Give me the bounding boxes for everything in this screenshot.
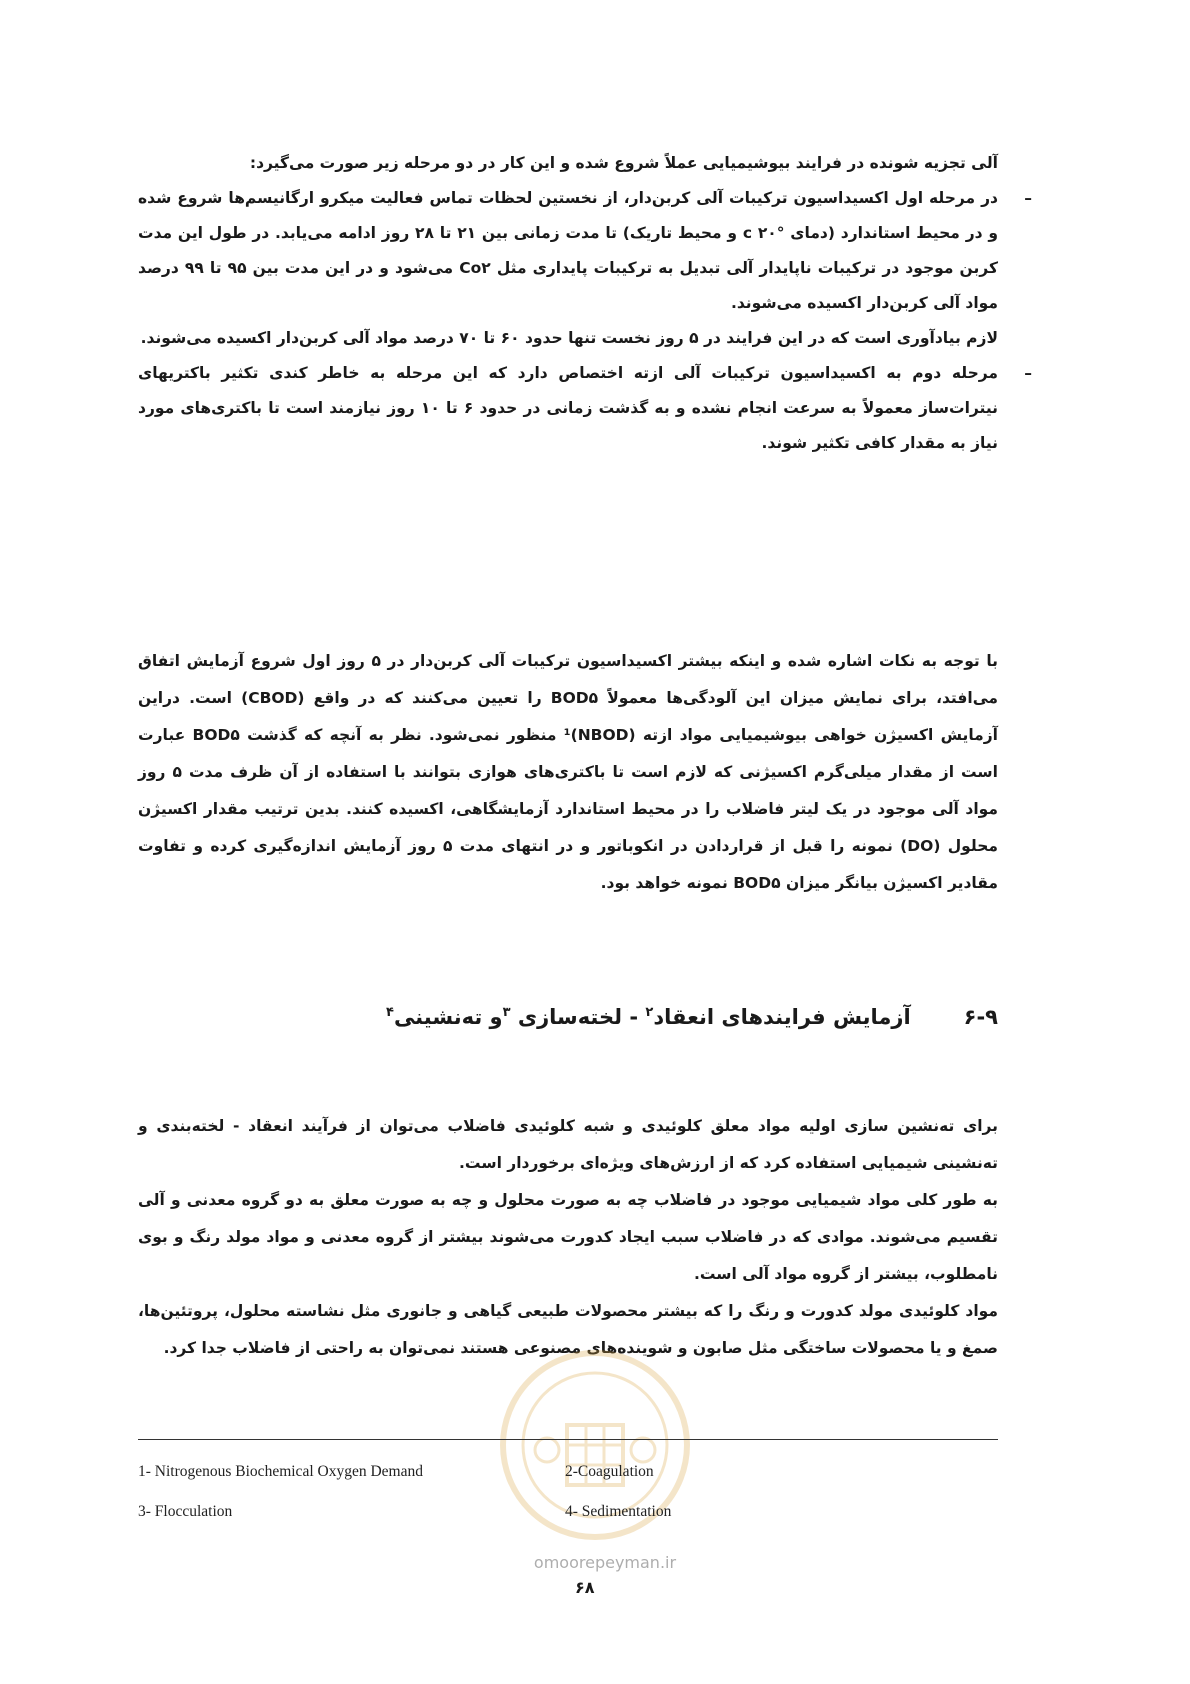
coag-paragraph-1: برای ته‌نشین سازی اولیه مواد معلق کلوئیدی و شبه کلوئیدی فاضلاب می‌توان از فرآیند انعقاد - لخته‌بندی و ته‌نشینی شیمیایی استفاده کرد که از ارزش‌های ویژه‌ای برخوردار است. bbox=[138, 1117, 998, 1172]
footnote-2: 2-Coagulation bbox=[565, 1463, 654, 1480]
footnote-3: 3- Flocculation bbox=[138, 1503, 233, 1520]
footnote-divider bbox=[138, 1439, 998, 1440]
section-title-part3: و ته‌نشینی bbox=[393, 1005, 503, 1029]
section-title-part2: - لخته‌سازی bbox=[510, 1005, 646, 1029]
note-paragraph: لازم بیادآوری است که در این فرایند در ۵ روز نخست تنها حدود ۶۰ تا ۷۰ درصد مواد آلی کربن‌دار اکسیده می‌شوند. bbox=[140, 329, 998, 347]
intro-paragraph: آلی تجزیه شونده در فرایند بیوشیمیایی عملاً شروع شده و این کار در دو مرحله زیر صورت می‌گیرد: bbox=[249, 154, 998, 172]
bullet-dash: – bbox=[1024, 189, 1032, 207]
watermark-site-text: omoorepeyman.ir bbox=[533, 1553, 677, 1572]
bullet-item-stage-one bbox=[138, 181, 1032, 321]
section-heading bbox=[138, 1005, 998, 1029]
footnote-ref-4: ۴ bbox=[386, 1005, 394, 1020]
footnote-ref-3: ۳ bbox=[502, 1005, 511, 1020]
coag-paragraph-3: مواد کلوئیدی مولد کدورت و رنگ را که بیشتر محصولات طبیعی گیاهی و جانوری مثل نشاسته محلول، پروتئین‌ها، صمغ و یا محصولات ساختگی مثل صابون و شوینده‌های مصنوعی هستند نمی‌توان به راحتی از فاضلاب جدا کرد. bbox=[138, 1302, 998, 1357]
bullet-item-stage-two bbox=[138, 356, 1032, 461]
bullet-text: در مرحله اول اکسیداسیون ترکیبات آلی کربن‌دار، از نخستین لحظات تماس فعالیت میکرو ارگانیسم‌ها شروع شده و در محیط استاندارد (دمای °c ۲۰ و محیط تاریک) تا مدت زمانی بین ۲۱ تا ۲۸ روز ادامه می‌یابد. در طول این مدت کربن موجود در ترکیبات ناپایدار آلی تبدیل به ترکیبات پایداری مثل Co۲ می‌شود و در این مدت بین ۹۵ تا ۹۹ درصد مواد آلی کربن‌دار اکسیده می‌شوند. bbox=[138, 189, 998, 312]
section-title-part1: آزمایش فرایندهای انعقاد bbox=[653, 1005, 911, 1029]
bod-paragraph: با توجه به نکات اشاره شده و اینکه بیشتر اکسیداسیون ترکیبات آلی کربن‌دار در ۵ روز اول شروع آزمایش اتفاق می‌افتد، برای نمایش میزان این آلودگی‌ها معمولاً BOD۵ را تعیین می‌کنند که در واقع (CBOD) است. دراین آزمایش اکسیژن خواهی بیوشیمیایی مواد ازته (NBOD)¹ منظور نمی‌شود. نظر به آنچه که گذشت BOD۵ عبارت است از مقدار میلی‌گرم اکسیژنی که لازم است تا باکتری‌های هوازی بتوانند با استفاده از آن ظرف مدت ۵ روز مواد آلی موجود در یک لیتر فاضلاب را در محیط استاندارد آزمایشگاهی، اکسیده کنند. بدین ترتیب مقدار اکسیژن محلول (DO) نمونه را قبل از قراردادن در انکوباتور و در انتهای مدت ۵ روز آزمایش اندازه‌گیری کرده و تفاوت مقادیر اکسیژن بیانگر میزان BOD۵ نمونه خواهد بود. bbox=[138, 652, 998, 892]
coag-paragraph-2: به طور کلی مواد شیمیایی موجود در فاضلاب چه به صورت محلول و چه به صورت معلق به دو گروه معدنی و آلی تقسیم می‌شوند. موادی که در فاضلاب سبب ایجاد کدورت می‌شوند بیشتر از گروه معدنی و مواد مولد رنگ و بوی نامطلوب، بیشتر از گروه مواد آلی است. bbox=[138, 1191, 998, 1283]
footnote-4: 4- Sedimentation bbox=[565, 1503, 672, 1520]
bullet-text: مرحله دوم به اکسیداسیون ترکیبات آلی ازته اختصاص دارد که این مرحله به خاطر کندی تکثیر باکتریهای نیترات‌ساز معمولاً به سرعت انجام نشده و به گذشت زمانی در حدود ۶ تا ۱۰ روز نیازمند است تا باکتری‌های مورد نیاز به مقدار کافی تکثیر شوند. bbox=[138, 364, 998, 452]
page-number: ۶۸ bbox=[575, 1578, 595, 1597]
section-number: ۶-۹ bbox=[963, 1005, 998, 1029]
bod-section bbox=[138, 643, 998, 902]
footnote-1: 1- Nitrogenous Biochemical Oxygen Demand bbox=[138, 1463, 423, 1480]
bullet-dash: – bbox=[1024, 364, 1032, 382]
intro-section bbox=[138, 146, 1032, 461]
coagulation-section bbox=[138, 1108, 998, 1367]
footnote-ref-2: ۲ bbox=[645, 1005, 654, 1020]
